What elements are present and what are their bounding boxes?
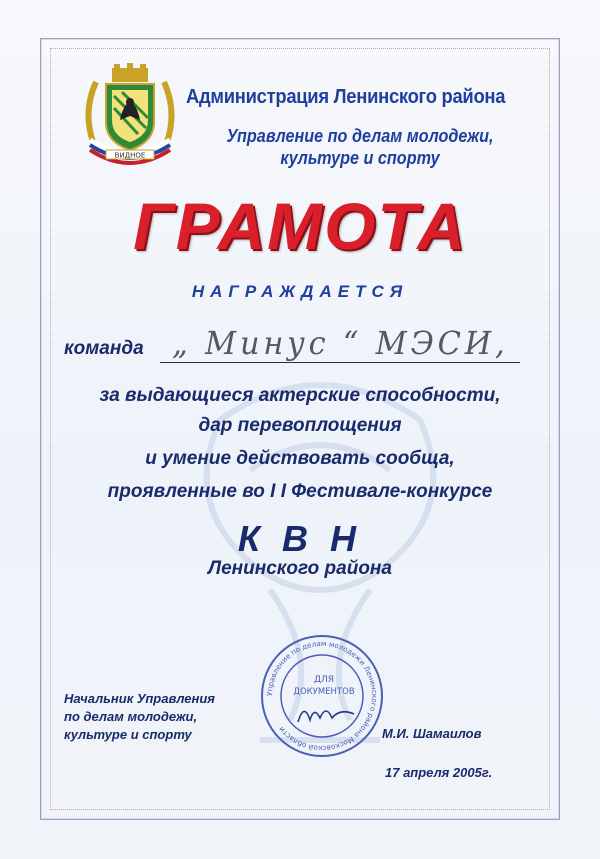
official-stamp — [258, 632, 386, 760]
signature-scribble — [298, 711, 354, 722]
reason-line-2: дар перевоплощения — [198, 415, 402, 436]
team-label: команда — [64, 338, 144, 359]
reason-line-3: и умение действовать сообща, — [145, 448, 455, 469]
coat-of-arms-icon — [76, 62, 184, 166]
signer-position — [64, 690, 264, 744]
stamp-ring-text: Управление по делам молодежи Ленинского района Московской области — [264, 638, 380, 754]
stamp-center-line-1: ДЛЯ — [313, 675, 335, 685]
department-line-2: культуре и спорту — [280, 148, 440, 168]
stamp-center-line-2: ДОКУМЕНТОВ — [293, 687, 355, 697]
emblem-text: ВИДНОЕ — [114, 151, 146, 160]
organization-name: Администрация Ленинского района — [186, 86, 506, 108]
event-name: К В Н — [237, 518, 363, 559]
reason-line-1: за выдающиеся актерские способности, — [99, 385, 501, 406]
awarded-label: НАГРАЖДАЕТСЯ — [191, 282, 409, 301]
department-line-1: Управление по делам молодежи, — [226, 126, 494, 146]
team-row — [64, 324, 544, 368]
position-line-3: культуре и спорту — [64, 727, 192, 742]
signer-name: М.И. Шамаилов — [382, 726, 482, 741]
reason-line-4: проявленные во I I Фестивале-конкурсе — [107, 481, 493, 502]
issue-date: 17 апреля 2005г. — [385, 765, 493, 780]
position-line-1: Начальник Управления — [64, 691, 215, 706]
team-underline — [160, 362, 520, 363]
certificate-title: ГРАМОТА — [133, 189, 467, 263]
team-name-handwritten: „ Минус “ МЭСИ, — [172, 324, 509, 362]
district-name: Ленинского района — [208, 558, 392, 579]
position-line-2: по делам молодежи, — [64, 709, 198, 724]
department-name — [198, 125, 522, 169]
